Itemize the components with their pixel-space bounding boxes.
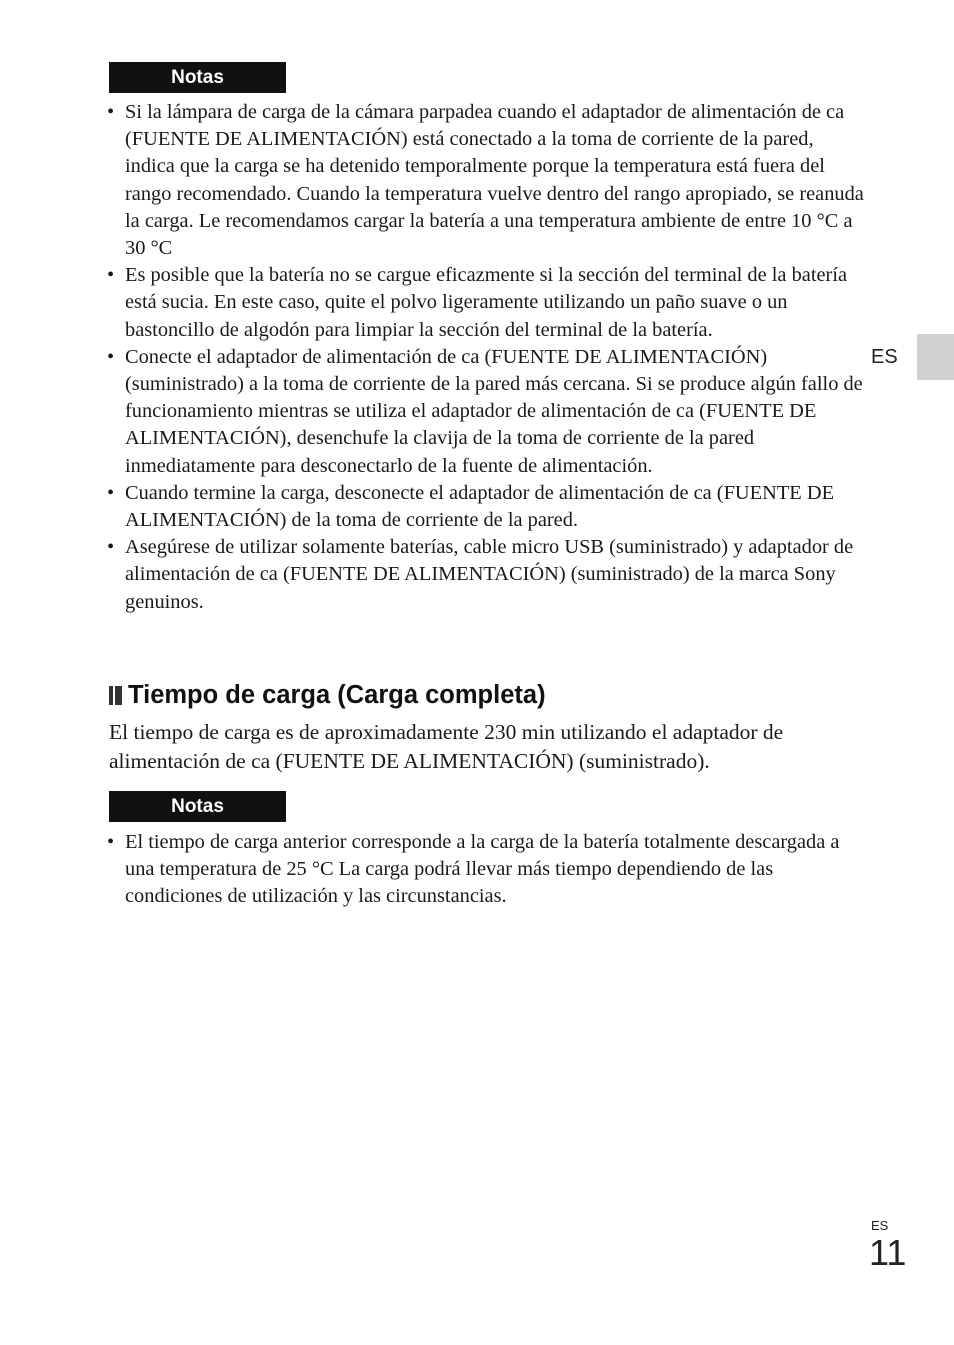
bullet-icon: • — [107, 264, 115, 287]
note-item — [107, 99, 867, 262]
note-text: Asegúrese de utilizar solamente baterías, cable micro USB (suministrado) y adaptador de alimentación de ca (FUENTE DE ALIMENTACIÓN) (suministrado) de la marca Sony genuinos. — [125, 536, 854, 613]
footer-language-label: ES — [871, 1218, 889, 1233]
note-text: Es posible que la batería no se cargue eficazmente si la sección del terminal de la batería está sucia. En este caso, quite el polvo ligeramente utilizando un paño suave o un bastoncillo de algodón para limpiar la sección del terminal de la batería. — [125, 264, 848, 341]
note-item — [107, 344, 867, 480]
notes-label: Notas — [109, 62, 286, 93]
bullet-icon: • — [107, 345, 115, 368]
side-language-tab — [917, 334, 954, 380]
note-item — [107, 534, 867, 616]
note-text: Cuando termine la carga, desconecte el adaptador de alimentación de ca (FUENTE DE ALIMENTACIÓN) de la toma de corriente de la pared. — [125, 481, 835, 532]
page-number: 11 — [869, 1232, 907, 1273]
notes-label: Notas — [109, 791, 286, 822]
bullet-icon: • — [107, 536, 115, 559]
note-text: Si la lámpara de carga de la cámara parpadea cuando el adaptador de alimentación de ca (FUENTE DE ALIMENTACIÓN) está conectado a la toma de corriente de la pared, indica que la carga se ha detenido temporalmente porque la temperatura está fuera del rango recomendado. Cuando la temperatura vuelve dentro del rango apropiado, se reanuda la carga. Le recomendamos cargar la batería a una temperatura ambiente de entre 10 °C a 30 °C — [125, 101, 864, 260]
notes-list — [107, 829, 867, 911]
notes-list — [107, 99, 867, 616]
section-heading-text: Tiempo de carga (Carga completa) — [128, 680, 546, 709]
bullet-icon: • — [107, 481, 115, 504]
note-item — [107, 480, 867, 534]
heading-marker-icon — [109, 686, 122, 705]
bullet-icon: • — [107, 101, 115, 123]
section-body: El tiempo de carga es de aproximadamente 230 min utilizando el adaptador de alimentación de ca (FUENTE DE ALIMENTACIÓN) (suministrado). — [109, 720, 784, 773]
side-language-label: ES — [871, 346, 898, 368]
section-heading — [109, 677, 546, 713]
note-item — [107, 829, 867, 911]
note-item — [107, 262, 867, 344]
bullet-icon: • — [107, 831, 115, 853]
note-text: El tiempo de carga anterior corresponde a la carga de la batería totalmente descargada a una temperatura de 25 °C La carga podrá llevar más tiempo dependiendo de las condiciones de utilización y las circunstancias. — [125, 831, 840, 908]
note-text: Conecte el adaptador de alimentación de ca (FUENTE DE ALIMENTACIÓN) (suministrado) a la toma de corriente de la pared más cercana. Si se produce algún fallo de funcionamiento mientras se utiliza el adaptador de alimentación de ca (FUENTE DE ALIMENTACIÓN), desenchufe la clavija de la toma de corriente de la pared inmediatamente para desconectarlo de la fuente de alimentación. — [125, 345, 863, 477]
